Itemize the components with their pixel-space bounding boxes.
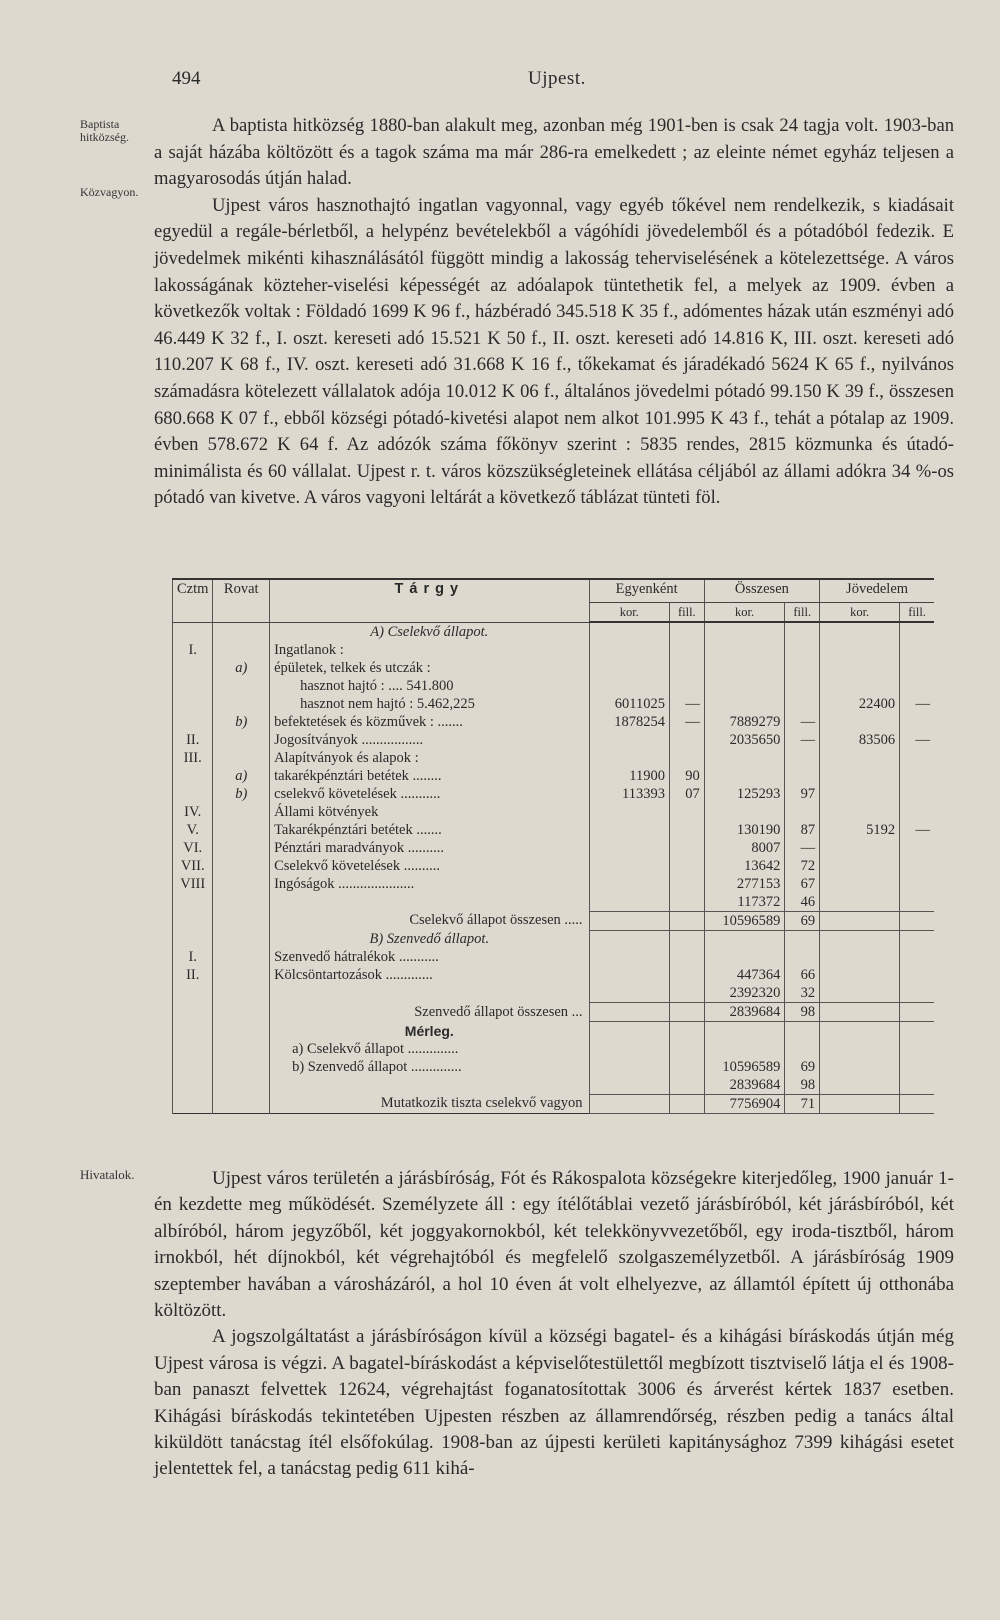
cell-targy: Ingatlanok :: [270, 641, 589, 659]
cell-e-kor: [589, 984, 669, 1003]
property-inventory-table: [172, 578, 934, 1114]
cell-o-kor: 277153: [704, 875, 785, 893]
cell-o-kor: 2839684: [704, 1076, 785, 1095]
cell-o-kor: [704, 767, 785, 785]
cell-e-kor: 113393: [589, 785, 669, 803]
table-row: [173, 767, 935, 785]
cell-targy: befektetések és közművek : .......: [270, 713, 589, 731]
header-targy: Tárgy: [270, 579, 589, 622]
cell-szam: [173, 785, 213, 803]
cell-targy: a) Cselekvő állapot ..............: [270, 1040, 589, 1058]
cell-targy: Cselekvő követelések ..........: [270, 857, 589, 875]
header-jovedelem: Jövedelem: [820, 579, 934, 603]
header-kor: kor.: [704, 603, 785, 623]
cell-rovat: [213, 839, 270, 857]
cell-szam: [173, 984, 213, 1003]
cell-e-kor: [589, 1022, 669, 1040]
cell-j-fill: [900, 1003, 934, 1022]
cell-targy: [270, 893, 589, 912]
table-row: [173, 857, 935, 875]
cell-szam: II.: [173, 731, 213, 749]
header-egyenkent: Egyenként: [589, 579, 704, 603]
margin-note-baptist: Baptista hitközség.: [80, 117, 129, 144]
cell-szam: VI.: [173, 839, 213, 857]
cell-rovat: [213, 695, 270, 713]
cell-j-fill: [900, 1076, 934, 1095]
cell-e-fill: [669, 1040, 704, 1058]
cell-e-kor: [589, 839, 669, 857]
table-row: [173, 1040, 935, 1058]
table-row: [173, 984, 935, 1003]
cell-o-fill: [785, 659, 820, 677]
cell-o-fill: —: [785, 839, 820, 857]
cell-j-kor: [820, 641, 900, 659]
cell-rovat: [213, 984, 270, 1003]
cell-targy: Ingóságok .....................: [270, 875, 589, 893]
cell-o-fill: 69: [785, 911, 820, 930]
cell-e-kor: [589, 893, 669, 912]
cell-e-fill: [669, 1058, 704, 1076]
cell-o-kor: 2035650: [704, 731, 785, 749]
cell-o-fill: [785, 930, 820, 948]
cell-j-kor: [820, 622, 900, 641]
cell-rovat: b): [213, 785, 270, 803]
cell-targy: Cselekvő állapot összesen .....: [270, 911, 589, 930]
cell-e-fill: [669, 893, 704, 912]
cell-e-kor: 1878254: [589, 713, 669, 731]
cell-j-fill: —: [900, 731, 934, 749]
cell-targy: [270, 1076, 589, 1095]
cell-e-kor: [589, 1076, 669, 1095]
cell-j-fill: [900, 749, 934, 767]
cell-o-kor: [704, 1022, 785, 1040]
cell-e-fill: [669, 1076, 704, 1095]
cell-o-kor: 13642: [704, 857, 785, 875]
cell-j-fill: [900, 641, 934, 659]
cell-j-kor: [820, 1058, 900, 1076]
cell-targy: Állami kötvények: [270, 803, 589, 821]
cell-e-fill: [669, 1094, 704, 1113]
cell-e-fill: —: [669, 695, 704, 713]
cell-targy: Mérleg.: [270, 1022, 589, 1040]
cell-o-kor: 8007: [704, 839, 785, 857]
cell-e-kor: [589, 803, 669, 821]
cell-o-fill: 97: [785, 785, 820, 803]
cell-j-kor: 22400: [820, 695, 900, 713]
table-row: [173, 1076, 935, 1095]
table-row: [173, 677, 935, 695]
cell-j-fill: [900, 1094, 934, 1113]
table-row: [173, 731, 935, 749]
cell-targy: Szenvedő állapot összesen ...: [270, 1003, 589, 1022]
cell-o-kor: 130190: [704, 821, 785, 839]
cell-j-fill: [900, 1058, 934, 1076]
cell-j-kor: 5192: [820, 821, 900, 839]
cell-e-fill: [669, 731, 704, 749]
cell-rovat: [213, 677, 270, 695]
cell-targy: b) Szenvedő állapot ..............: [270, 1058, 589, 1076]
body-text-bottom: [154, 1166, 954, 1483]
table-row: [173, 1022, 935, 1040]
cell-szam: [173, 622, 213, 641]
cell-e-kor: [589, 622, 669, 641]
cell-j-fill: [900, 966, 934, 984]
cell-o-kor: 125293: [704, 785, 785, 803]
cell-o-kor: [704, 695, 785, 713]
cell-szam: VII.: [173, 857, 213, 875]
cell-szam: II.: [173, 966, 213, 984]
cell-o-fill: [785, 641, 820, 659]
cell-rovat: [213, 966, 270, 984]
cell-j-fill: [900, 1022, 934, 1040]
table-row: [173, 641, 935, 659]
cell-o-kor: 10596589: [704, 1058, 785, 1076]
cell-o-kor: [704, 677, 785, 695]
cell-e-kor: 6011025: [589, 695, 669, 713]
cell-szam: [173, 659, 213, 677]
cell-j-kor: [820, 839, 900, 857]
cell-o-kor: [704, 948, 785, 966]
cell-rovat: [213, 911, 270, 930]
cell-targy: Pénztári maradványok ..........: [270, 839, 589, 857]
cell-j-fill: [900, 785, 934, 803]
cell-j-kor: [820, 1022, 900, 1040]
cell-targy: Szenvedő hátralékok ...........: [270, 948, 589, 966]
cell-j-fill: [900, 984, 934, 1003]
cell-rovat: [213, 1003, 270, 1022]
cell-o-fill: 66: [785, 966, 820, 984]
cell-j-fill: [900, 893, 934, 912]
cell-j-kor: [820, 713, 900, 731]
cell-e-fill: —: [669, 713, 704, 731]
cell-j-kor: 83506: [820, 731, 900, 749]
cell-j-kor: [820, 803, 900, 821]
header-rovat: Rovat: [213, 579, 270, 622]
cell-e-fill: 07: [669, 785, 704, 803]
cell-rovat: [213, 930, 270, 948]
cell-szam: I.: [173, 948, 213, 966]
cell-targy: Kölcsöntartozások .............: [270, 966, 589, 984]
cell-j-kor: [820, 893, 900, 912]
cell-j-kor: [820, 857, 900, 875]
cell-e-kor: [589, 966, 669, 984]
cell-e-fill: [669, 930, 704, 948]
cell-szam: III.: [173, 749, 213, 767]
cell-szam: I.: [173, 641, 213, 659]
cell-rovat: a): [213, 659, 270, 677]
cell-rovat: [213, 857, 270, 875]
cell-szam: IV.: [173, 803, 213, 821]
cell-o-fill: 98: [785, 1003, 820, 1022]
cell-e-fill: [669, 1003, 704, 1022]
cell-targy: épületek, telkek és utczák :: [270, 659, 589, 677]
cell-e-kor: 11900: [589, 767, 669, 785]
cell-j-kor: [820, 1003, 900, 1022]
cell-rovat: [213, 622, 270, 641]
cell-o-fill: 69: [785, 1058, 820, 1076]
cell-o-kor: 10596589: [704, 911, 785, 930]
cell-o-fill: 32: [785, 984, 820, 1003]
body-text-top: [154, 113, 954, 512]
cell-szam: [173, 713, 213, 731]
cell-e-fill: [669, 966, 704, 984]
cell-targy: cselekvő követelések ...........: [270, 785, 589, 803]
cell-szam: [173, 1094, 213, 1113]
cell-o-fill: [785, 749, 820, 767]
cell-szam: [173, 893, 213, 912]
cell-e-fill: [669, 875, 704, 893]
paragraph: Ujpest város területén a járásbíróság, Fót és Rákospalota községekre kiterjedőleg, 1900 január 1-én kezdette meg működését. Személyzete áll : egy ítélőtáblai vezető járásbíróból, két járásbíróból, két albíróból, három jegyzőből, két joggyakornokból, két telekkönyvvezetőből, egy iroda-tisztből, három irnokból, hét díjnokból, két végrehajtóból és megfelelő szolgaszemélyzetből. A járásbíróság 1909 szeptember havában a városházáról, a hol 10 éven át volt elhelyezve, az államtól épített új otthonába költözött.: [154, 1168, 954, 1322]
header-osszesen: Összesen: [704, 579, 819, 603]
cell-o-fill: 46: [785, 893, 820, 912]
header-kor: kor.: [589, 603, 669, 623]
cell-j-kor: [820, 911, 900, 930]
cell-j-fill: —: [900, 695, 934, 713]
cell-rovat: [213, 803, 270, 821]
cell-o-kor: 447364: [704, 966, 785, 984]
cell-o-fill: —: [785, 713, 820, 731]
cell-o-fill: [785, 948, 820, 966]
cell-o-fill: 71: [785, 1094, 820, 1113]
cell-e-fill: [669, 803, 704, 821]
cell-o-fill: [785, 695, 820, 713]
header-fill: fill.: [785, 603, 820, 623]
cell-rovat: [213, 1022, 270, 1040]
cell-j-fill: [900, 948, 934, 966]
cell-j-kor: [820, 1040, 900, 1058]
cell-j-kor: [820, 1076, 900, 1095]
cell-e-kor: [589, 930, 669, 948]
table-row: [173, 966, 935, 984]
cell-targy: [270, 984, 589, 1003]
cell-e-kor: [589, 641, 669, 659]
cell-rovat: [213, 1058, 270, 1076]
cell-j-kor: [820, 677, 900, 695]
cell-o-fill: [785, 1022, 820, 1040]
cell-szam: [173, 911, 213, 930]
cell-rovat: [213, 875, 270, 893]
cell-o-fill: [785, 622, 820, 641]
table-row: [173, 893, 935, 912]
cell-o-kor: [704, 930, 785, 948]
cell-o-kor: 2392320: [704, 984, 785, 1003]
cell-j-kor: [820, 984, 900, 1003]
table-row: [173, 749, 935, 767]
table-row: [173, 1003, 935, 1022]
cell-j-fill: [900, 930, 934, 948]
table-row: [173, 1058, 935, 1076]
cell-j-fill: [900, 839, 934, 857]
cell-targy: Takarékpénztári betétek .......: [270, 821, 589, 839]
cell-rovat: b): [213, 713, 270, 731]
cell-o-kor: 117372: [704, 893, 785, 912]
cell-e-kor: [589, 821, 669, 839]
cell-j-kor: [820, 966, 900, 984]
cell-o-kor: [704, 659, 785, 677]
cell-e-kor: [589, 1094, 669, 1113]
cell-e-fill: [669, 911, 704, 930]
table-body: [173, 622, 935, 1113]
margin-note-kozvagyon: Közvagyon.: [80, 185, 139, 199]
table-row: [173, 821, 935, 839]
paragraph: A jogszolgáltatást a járásbíróságon kívül a községi bagatel- és a kihágási bíráskodás útján még Ujpest városa is végzi. A bagatel-bíráskodást a képviselőtestülettől megbízott tisztviselő látja el és 1908-ban panaszt felvettek 12624, végrehajtást foganatosítottak 3006 és árverést kértek 1837 esetben. Kihágási bíráskodás tekintetében Ujpesten részben az államrendőrség, részben pedig a tanács által kiküldött tanácstag ítél elsőfokúlag. 1908-ban az újpesti kerületi kapitánysághoz 7399 kihágási esetet jelentettek fel, a tanácstag pedig 611 kihá-: [154, 1326, 954, 1480]
cell-o-fill: [785, 1040, 820, 1058]
cell-e-kor: [589, 677, 669, 695]
cell-o-fill: 98: [785, 1076, 820, 1095]
cell-o-kor: 2839684: [704, 1003, 785, 1022]
cell-e-fill: [669, 821, 704, 839]
cell-j-kor: [820, 930, 900, 948]
cell-e-kor: [589, 1040, 669, 1058]
cell-e-kor: [589, 1058, 669, 1076]
cell-j-fill: [900, 622, 934, 641]
cell-rovat: [213, 821, 270, 839]
cell-targy: hasznot hajtó : .... 541.800: [270, 677, 589, 695]
cell-j-kor: [820, 948, 900, 966]
cell-e-kor: [589, 731, 669, 749]
cell-o-fill: [785, 677, 820, 695]
cell-e-fill: [669, 948, 704, 966]
cell-targy: B) Szenvedő állapot.: [270, 930, 589, 948]
cell-e-kor: [589, 659, 669, 677]
cell-e-fill: [669, 1022, 704, 1040]
cell-targy: Jogosítványok .................: [270, 731, 589, 749]
cell-rovat: [213, 893, 270, 912]
cell-rovat: [213, 948, 270, 966]
cell-szam: [173, 695, 213, 713]
cell-j-kor: [820, 1094, 900, 1113]
table-row: [173, 911, 935, 930]
table-row: [173, 839, 935, 857]
cell-j-fill: [900, 767, 934, 785]
header-kor: kor.: [820, 603, 900, 623]
cell-rovat: [213, 1040, 270, 1058]
table-row: [173, 875, 935, 893]
cell-targy: A) Cselekvő állapot.: [270, 622, 589, 641]
cell-e-fill: [669, 839, 704, 857]
cell-j-fill: [900, 803, 934, 821]
cell-szam: [173, 677, 213, 695]
cell-j-fill: [900, 713, 934, 731]
cell-e-kor: [589, 875, 669, 893]
cell-o-fill: 87: [785, 821, 820, 839]
cell-j-kor: [820, 875, 900, 893]
cell-o-fill: 67: [785, 875, 820, 893]
cell-szam: [173, 767, 213, 785]
cell-targy: Alapítványok és alapok :: [270, 749, 589, 767]
header-szam: Cztm: [173, 579, 213, 622]
cell-rovat: [213, 641, 270, 659]
cell-e-fill: [669, 677, 704, 695]
cell-e-kor: [589, 948, 669, 966]
cell-rovat: [213, 731, 270, 749]
cell-j-fill: [900, 911, 934, 930]
cell-e-kor: [589, 1003, 669, 1022]
paragraph: A baptista hitközség 1880-ban alakult meg, azonban még 1901-ben is csak 24 tagja volt. 1903-ban a saját házába költözött és a tagok száma ma már 286-ra emelkedett ; az eleinte német egyház teljesen a magyarosodás útján halad.: [154, 115, 954, 190]
cell-o-fill: —: [785, 731, 820, 749]
cell-szam: [173, 930, 213, 948]
table-row: [173, 713, 935, 731]
cell-e-fill: [669, 984, 704, 1003]
cell-o-fill: 72: [785, 857, 820, 875]
paragraph: Ujpest város hasznothajtó ingatlan vagyonnal, vagy egyéb tőkével nem rendelkezik, s kiadásait egyedül a regále-bérletből, a helypénz bevételekből a vágóhídi jövedelemből és a pótadóból fedezik. E jövedelmek mikénti kihasználásától függött mindig a lakosság teherviselésének a kötelezettsége. A város lakosságának közteher-viselési képességét az adóalapok tüntethetik fel, a melyek az 1909. évben a következők voltak : Földadó 1699 K 96 f., házbéradó 345.518 K 35 f., adómentes házak után eszményi adó 46.449 K 32 f., I. oszt. kereseti adó 15.521 K 50 f., II. oszt. kereseti adó 14.816 K, III. oszt. kereseti adó 110.207 K 68 f., IV. oszt. kereseti adó 31.668 K 16 f., tőkekamat és járadékadó 5624 K 65 f., nyilvános számadásra kötelezett vállalatok adója 10.012 K 06 f., általános jövedelmi pótadó 99.150 K 39 f., összesen 680.668 K 07 f., ebből községi pótadó-kivetési alapot nem alkot 101.995 K 43 f., tehát a pótalap az 1909. évben 578.672 K 64 f. Az adózók száma főkönyv szerint : 5835 rendes, 2815 közmunka és útadó-minimálista és 60 vállalat. Ujpest r. t. város közszükségleteinek ellátása céljából az állami adókra 34 %-os pótadó van kivetve. A város vagyoni leltárát a következő táblázat tünteti föl.: [154, 194, 954, 509]
cell-j-fill: [900, 1040, 934, 1058]
cell-szam: VIII: [173, 875, 213, 893]
cell-e-kor: [589, 749, 669, 767]
cell-rovat: [213, 1076, 270, 1095]
table-row: [173, 622, 935, 641]
cell-targy: hasznot nem hajtó : 5.462,225: [270, 695, 589, 713]
cell-e-fill: [669, 857, 704, 875]
cell-e-fill: [669, 622, 704, 641]
cell-szam: [173, 1040, 213, 1058]
cell-e-fill: [669, 749, 704, 767]
cell-targy: Mutatkozik tiszta cselekvő vagyon: [270, 1094, 589, 1113]
cell-j-kor: [820, 785, 900, 803]
header-fill: fill.: [900, 603, 934, 623]
cell-j-fill: [900, 875, 934, 893]
cell-e-fill: [669, 641, 704, 659]
cell-e-kor: [589, 857, 669, 875]
cell-szam: [173, 1058, 213, 1076]
cell-j-kor: [820, 659, 900, 677]
running-title: Ujpest.: [528, 68, 586, 89]
cell-o-fill: [785, 803, 820, 821]
cell-j-fill: [900, 857, 934, 875]
cell-szam: V.: [173, 821, 213, 839]
page-header: [0, 62, 1000, 92]
cell-o-kor: [704, 622, 785, 641]
cell-j-fill: —: [900, 821, 934, 839]
table-row: [173, 803, 935, 821]
table-row: [173, 659, 935, 677]
cell-j-fill: [900, 659, 934, 677]
cell-szam: [173, 1003, 213, 1022]
cell-j-kor: [820, 767, 900, 785]
cell-rovat: [213, 749, 270, 767]
table-row: [173, 1094, 935, 1113]
table-row: [173, 948, 935, 966]
table-row: [173, 695, 935, 713]
cell-e-fill: [669, 659, 704, 677]
cell-targy: takarékpénztári betétek ........: [270, 767, 589, 785]
cell-szam: [173, 1022, 213, 1040]
cell-rovat: a): [213, 767, 270, 785]
cell-o-kor: [704, 749, 785, 767]
cell-o-kor: 7756904: [704, 1094, 785, 1113]
cell-o-kor: [704, 1040, 785, 1058]
page-number: 494: [172, 68, 201, 89]
cell-e-kor: [589, 911, 669, 930]
cell-rovat: [213, 1094, 270, 1113]
header-fill: fill.: [669, 603, 704, 623]
cell-o-kor: [704, 803, 785, 821]
cell-j-fill: [900, 677, 934, 695]
margin-note-hivatalok: Hivatalok.: [80, 1167, 135, 1182]
cell-o-fill: [785, 767, 820, 785]
cell-szam: [173, 1076, 213, 1095]
cell-o-kor: [704, 641, 785, 659]
cell-o-kor: 7889279: [704, 713, 785, 731]
cell-e-fill: 90: [669, 767, 704, 785]
table-row: [173, 930, 935, 948]
cell-j-kor: [820, 749, 900, 767]
table-row: [173, 785, 935, 803]
